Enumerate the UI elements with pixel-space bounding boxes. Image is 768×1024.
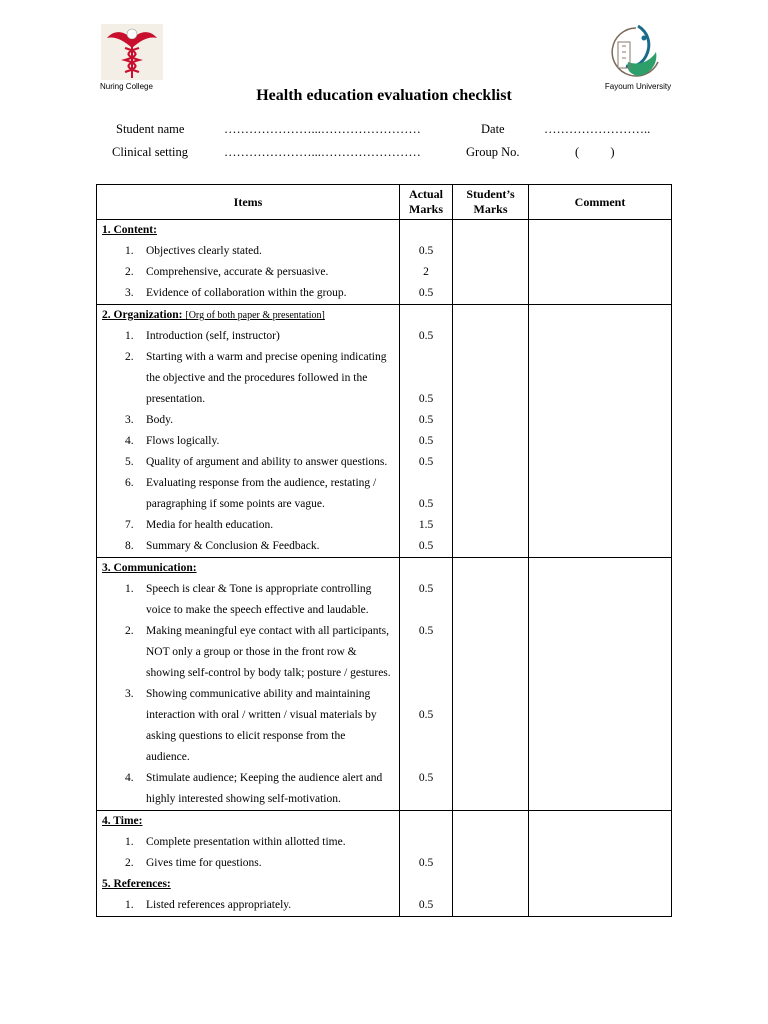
item-number: 5. xyxy=(125,456,134,468)
student-marks-cell[interactable] xyxy=(453,558,529,811)
checklist-item-line: audience. xyxy=(146,751,190,763)
item-number: 7. xyxy=(125,519,134,531)
date-label: Date xyxy=(481,122,505,136)
checklist-item-line: 1. Speech is clear & Tone is appropriate controlling xyxy=(97,579,399,600)
checklist-item-line: 8. Summary & Conclusion & Feedback. xyxy=(97,536,399,557)
checklist-item-line: asking questions to elicit response from the xyxy=(146,730,346,742)
checklist-item-line: showing self-control by body talk; posture / gestures. xyxy=(146,667,391,679)
page-title: Health education evaluation checklist xyxy=(256,87,512,104)
section-actual-marks-cell xyxy=(400,220,453,305)
checklist-item-line: 1. Listed references appropriately. xyxy=(97,895,399,916)
date-blank[interactable]: …………………….. xyxy=(544,122,651,136)
actual-mark xyxy=(400,368,452,389)
nursing-college-logo xyxy=(101,24,163,80)
item-number: 1. xyxy=(125,330,134,342)
actual-mark xyxy=(400,747,452,768)
actual-marks-header xyxy=(400,185,453,220)
checklist-item-line: 3. Evidence of collaboration within the group. xyxy=(97,283,399,304)
item-number: 2. xyxy=(125,351,134,363)
group-number-label: Group No. xyxy=(466,145,520,159)
section-note: [Org of both paper & presentation] xyxy=(185,310,325,321)
item-number: 4. xyxy=(125,772,134,784)
evaluation-checklist-table xyxy=(96,184,672,917)
student-marks-header-line2: Marks xyxy=(473,202,508,216)
section-heading xyxy=(97,220,399,241)
student-marks-cell[interactable] xyxy=(453,220,529,305)
item-number: 2. xyxy=(125,857,134,869)
actual-mark xyxy=(400,726,452,747)
actual-mark: 0.5 xyxy=(418,245,434,257)
student-marks-header xyxy=(453,185,529,220)
actual-mark xyxy=(400,832,452,853)
section-row xyxy=(97,220,672,305)
checklist-item-line: interaction with oral / written / visual materials by xyxy=(146,709,377,721)
section-row xyxy=(97,811,672,917)
actual-mark xyxy=(400,663,452,684)
item-number: 2. xyxy=(125,625,134,637)
student-name-label: Student name xyxy=(116,122,185,136)
comment-cell[interactable] xyxy=(529,220,672,305)
item-number: 4. xyxy=(125,435,134,447)
section-title: 4. Time: xyxy=(102,815,143,827)
item-number: 1. xyxy=(125,583,134,595)
clinical-setting-blank[interactable]: …………………...…………………… xyxy=(224,145,421,159)
checklist-item-line: presentation. xyxy=(146,393,206,405)
section-heading xyxy=(97,874,399,895)
checklist-item-line: 2. Making meaningful eye contact with all participants, xyxy=(97,621,399,642)
checklist-item-line: the objective and the procedures followed in the xyxy=(146,372,368,384)
actual-mark: 1.5 xyxy=(418,519,434,531)
actual-mark xyxy=(400,473,452,494)
checklist-item-line: 6. Evaluating response from the audience, restating / xyxy=(97,473,399,494)
item-number: 1. xyxy=(125,836,134,848)
mark-spacer xyxy=(400,811,452,832)
mark-spacer xyxy=(400,305,452,326)
item-number: 8. xyxy=(125,540,134,552)
section-actual-marks-cell xyxy=(400,558,453,811)
actual-mark: 0.5 xyxy=(418,857,434,869)
actual-mark xyxy=(400,789,452,810)
student-marks-cell[interactable] xyxy=(453,305,529,558)
comment-header: Comment xyxy=(529,185,672,220)
item-number: 6. xyxy=(125,477,134,489)
student-name-blank[interactable]: …………………...…………………… xyxy=(224,122,421,136)
checklist-item-line: 2. Starting with a warm and precise opening indicating xyxy=(97,347,399,368)
section-items-cell xyxy=(97,558,400,811)
nursing-college-caption: Nuring College xyxy=(100,82,153,91)
actual-mark xyxy=(400,642,452,663)
fayoum-university-logo xyxy=(608,22,664,82)
section-title: 5. References: xyxy=(102,878,171,890)
student-marks-cell[interactable] xyxy=(453,811,529,917)
student-marks-header-line1: Student’s xyxy=(466,187,515,201)
actual-mark: 0.5 xyxy=(418,393,434,405)
checklist-item-line: 2. Comprehensive, accurate & persuasive. xyxy=(97,262,399,283)
item-number: 1. xyxy=(125,245,134,257)
item-number: 3. xyxy=(125,287,134,299)
section-title: 1. Content: xyxy=(102,224,157,236)
checklist-item-line: 2. Gives time for questions. xyxy=(97,853,399,874)
checklist-item-line: 3. Showing communicative ability and maintaining xyxy=(97,684,399,705)
section-title: 3. Communication: xyxy=(102,562,197,574)
actual-mark: 0.5 xyxy=(418,709,434,721)
group-number-blank[interactable]: ( ) xyxy=(575,145,615,159)
actual-mark: 0.5 xyxy=(418,456,434,468)
actual-mark: 0.5 xyxy=(418,540,434,552)
section-row xyxy=(97,558,672,811)
section-heading xyxy=(97,811,399,832)
checklist-item-line: 3. Body. xyxy=(97,410,399,431)
checklist-item-line: 1. Objectives clearly stated. xyxy=(97,241,399,262)
checklist-item-line: 1. Complete presentation within allotted time. xyxy=(97,832,399,853)
checklist-item-line: 4. Stimulate audience; Keeping the audience alert and xyxy=(97,768,399,789)
actual-mark: 0.5 xyxy=(418,330,434,342)
actual-marks-header-line1: Actual xyxy=(409,187,443,201)
section-items-cell xyxy=(97,305,400,558)
actual-mark: 0.5 xyxy=(418,899,434,911)
actual-marks-header-line2: Marks xyxy=(409,202,443,216)
section-actual-marks-cell xyxy=(400,305,453,558)
comment-cell[interactable] xyxy=(529,558,672,811)
section-items-cell xyxy=(97,220,400,305)
section-actual-marks-cell xyxy=(400,811,453,917)
mark-spacer xyxy=(400,874,452,895)
mark-spacer xyxy=(400,220,452,241)
table-header-row xyxy=(97,185,672,220)
section-heading xyxy=(97,558,399,579)
actual-mark: 0.5 xyxy=(418,287,434,299)
section-heading xyxy=(97,305,399,326)
checklist-item-line: 5. Quality of argument and ability to answer questions. xyxy=(97,452,399,473)
actual-mark xyxy=(400,600,452,621)
section-items-cell xyxy=(97,811,400,917)
item-number: 2. xyxy=(125,266,134,278)
checklist-item-line: 4. Flows logically. xyxy=(97,431,399,452)
checklist-item-line: voice to make the speech effective and laudable. xyxy=(146,604,369,616)
actual-mark: 0.5 xyxy=(418,435,434,447)
checklist-item-line: NOT only a group or those in the front row & xyxy=(146,646,357,658)
actual-mark: 0.5 xyxy=(418,414,434,426)
items-header: Items xyxy=(97,185,400,220)
item-number: 3. xyxy=(125,414,134,426)
item-number: 1. xyxy=(125,899,134,911)
item-number: 3. xyxy=(125,688,134,700)
checklist-item-line: 7. Media for health education. xyxy=(97,515,399,536)
mark-spacer xyxy=(400,558,452,579)
fayoum-university-caption: Fayoum University xyxy=(604,82,672,91)
clinical-setting-label: Clinical setting xyxy=(112,145,189,159)
actual-mark: 0.5 xyxy=(418,583,434,595)
actual-mark xyxy=(400,347,452,368)
actual-mark xyxy=(400,684,452,705)
actual-mark: 0.5 xyxy=(418,625,434,637)
actual-mark: 0.5 xyxy=(418,498,434,510)
comment-cell[interactable] xyxy=(529,811,672,917)
comment-cell[interactable] xyxy=(529,305,672,558)
checklist-item-line: highly interested showing self-motivation. xyxy=(146,793,341,805)
actual-mark: 2 xyxy=(423,266,429,278)
checklist-item-line: 1. Introduction (self, instructor) xyxy=(97,326,399,347)
actual-mark: 0.5 xyxy=(418,772,434,784)
section-title: 2. Organization: xyxy=(102,309,183,321)
checklist-item-line: paragraphing if some points are vague. xyxy=(146,498,325,510)
section-row xyxy=(97,305,672,558)
